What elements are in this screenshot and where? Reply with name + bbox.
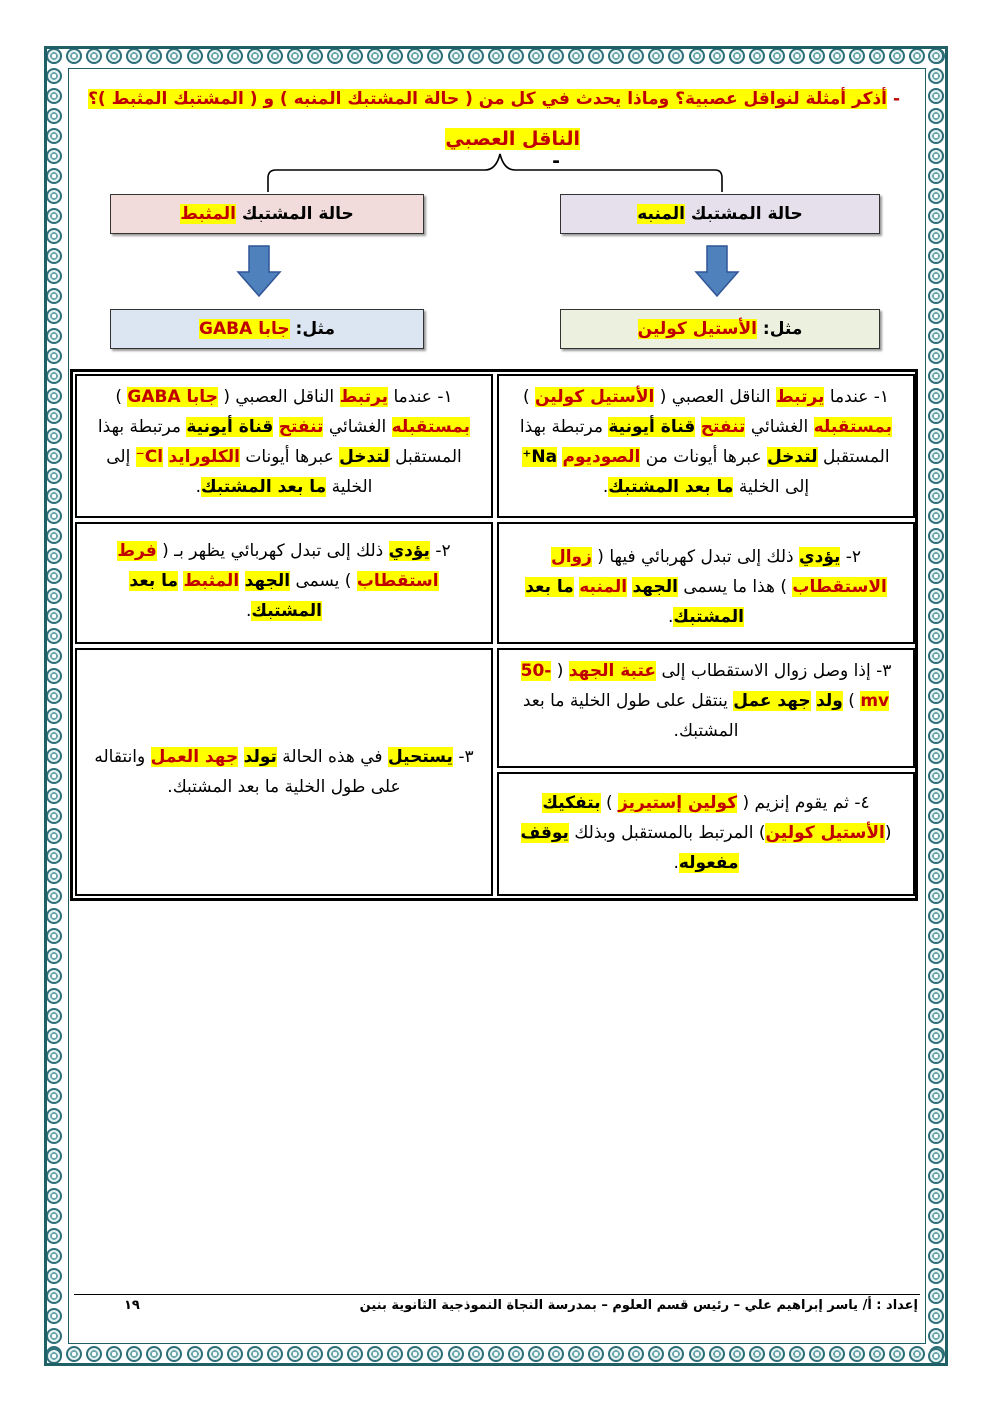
excitatory-step-1	[497, 374, 915, 518]
cell-text-run: )	[115, 387, 128, 407]
highlighted-term: ما بعد المشتبك	[201, 477, 327, 497]
inhibitory-title-highlight: المثبط	[180, 204, 236, 224]
highlighted-term: ما بعد المشتبك	[608, 477, 734, 497]
question-dash: -	[892, 89, 900, 109]
highlighted-term: Na⁺	[522, 447, 558, 467]
cell-text-run: )	[522, 387, 535, 407]
highlighted-term: المنبه	[579, 577, 628, 597]
inhibitory-example-label: مثل:	[295, 319, 335, 339]
highlighted-term: الجهد	[244, 571, 291, 591]
cell-text-run	[695, 417, 700, 437]
highlighted-term: الجهد	[632, 577, 678, 597]
cell-text-run: ٢-	[840, 547, 862, 567]
cell-text-run: )	[600, 793, 619, 813]
highlighted-term: يرتبط	[775, 387, 825, 407]
cell-text	[511, 542, 901, 632]
cell-text-run: ٢-	[429, 541, 451, 561]
inhibitory-step-2	[75, 522, 493, 644]
highlighted-term: بمستقبله	[813, 417, 893, 437]
highlighted-term: المثبط	[183, 571, 240, 591]
excitatory-example-box	[560, 309, 880, 349]
excitatory-example-value: الأستيل كولين	[637, 319, 757, 339]
cell-text-run: الغشائي	[323, 417, 392, 437]
cell-text-run: ذلك إلى تبدل كهربائي فيها (	[591, 547, 800, 567]
inhibitory-down-arrow	[234, 244, 284, 298]
cell-text-run: ) المرتبط بالمستقبل وبذلك	[568, 823, 766, 843]
highlighted-term: يستحيل	[387, 747, 453, 767]
cell-text-run: ينتقل على طول الخلية ما بعد المشتبك.	[522, 691, 739, 741]
inhibitory-step-3	[75, 648, 493, 896]
cell-text-run: مرتبطة بهذا المستقبل	[97, 417, 462, 467]
excitatory-step-4	[497, 772, 915, 896]
inhibitory-title-box	[110, 194, 424, 234]
cell-text-run: عبرها أيونات	[239, 447, 340, 467]
highlighted-term: ما بعد المشتبك	[525, 577, 745, 627]
cell-text-run: مرتبطة بهذا المستقبل	[519, 417, 890, 467]
highlighted-term: -50 mv	[520, 661, 890, 711]
highlighted-term: Cl⁻	[135, 447, 164, 467]
highlighted-term: الأستيل كولين	[535, 387, 655, 407]
cell-text	[89, 536, 479, 626]
cell-text-run	[273, 417, 278, 437]
highlighted-term: بمستقبله	[391, 417, 471, 437]
comparison-table	[70, 369, 918, 901]
excitatory-title-box	[560, 194, 880, 234]
cell-text-run: إلى الخلية	[733, 477, 810, 497]
excitatory-down-arrow	[692, 244, 742, 298]
cell-text-run: ٣-	[452, 747, 474, 767]
cell-text-run: الناقل العصبي (	[654, 387, 776, 407]
highlighted-term: يؤدي	[799, 547, 841, 567]
inhibitory-step-1	[75, 374, 493, 518]
highlighted-term: يوقف مفعوله	[520, 823, 739, 873]
excitatory-title-highlight: المنبه	[637, 204, 685, 224]
highlighted-term: قناة أيونية	[608, 417, 696, 437]
page-number: ١٩	[124, 1298, 140, 1313]
highlighted-term: تنفتح	[278, 417, 324, 437]
highlighted-term: زوال الاستقطاب	[550, 547, 887, 597]
highlighted-term: الكلورايد	[168, 447, 240, 467]
transmitter-label: الناقل العصبي	[445, 128, 580, 150]
cell-text-run: في هذه الحالة	[276, 747, 388, 767]
highlighted-term: جهد عمل	[733, 691, 811, 711]
excitatory-step-2	[497, 522, 915, 644]
cell-text-run: ١- عندما	[388, 387, 453, 407]
highlighted-term: عتبة الجهد	[568, 661, 657, 681]
cell-text-run: .	[673, 853, 679, 873]
highlighted-term: لتدخل	[339, 447, 390, 467]
cell-text-run: .	[602, 477, 609, 497]
cell-text	[89, 382, 479, 502]
highlighted-term: ولد	[816, 691, 843, 711]
excitatory-step-3	[497, 648, 915, 768]
highlighted-term: جهد العمل	[150, 747, 239, 767]
cell-text	[511, 656, 901, 746]
cell-text-run	[239, 571, 244, 591]
highlighted-term: يؤدي	[388, 541, 430, 561]
highlighted-term: جابا GABA	[127, 387, 218, 407]
cell-text-run: إلى الخلية	[106, 447, 373, 497]
highlighted-term: يرتبط	[339, 387, 389, 407]
cell-text	[511, 788, 901, 878]
cell-text-run: وانتقاله على طول الخلية ما بعد المشتبك.	[94, 747, 401, 797]
cell-text-run: (	[884, 823, 892, 843]
cell-text-run: ) هذا ما يسمى	[677, 577, 793, 597]
cell-text-run: (	[551, 661, 569, 681]
cell-text-run: عبرها أيونات من	[640, 447, 767, 467]
highlighted-term: لتدخل	[766, 447, 818, 467]
cell-text-run: ) يسمى	[290, 571, 357, 591]
cell-text-run: )	[842, 691, 861, 711]
question-text: أذكر أمثلة لنواقل عصبية؟ وماذا يحدث في كل من ( حالة المشتبك المنبه ) و ( المشتبك المثبط )؟	[88, 89, 888, 109]
excitatory-example-label: مثل:	[762, 319, 803, 339]
transmitter-dash: -	[552, 150, 560, 172]
cell-text	[511, 382, 901, 502]
footer-credit: إعداد : أ/ ياسر إبراهيم علي – رئيس قسم العلوم – بمدرسة النجاة النموذجية الثانوية بنين	[359, 1298, 918, 1313]
highlighted-term: الأستيل كولين	[765, 823, 885, 843]
brace-connector	[260, 150, 740, 196]
cell-text-run: ذلك إلى تبدل كهربائي يظهر بـ (	[156, 541, 389, 561]
excitatory-title-text: حالة المشتبك	[690, 204, 803, 224]
highlighted-term: كولين إستيريز	[618, 793, 738, 813]
inhibitory-title-text: حالة المشتبك	[241, 204, 354, 224]
page-footer	[74, 1294, 920, 1313]
highlighted-term: الصوديوم	[562, 447, 641, 467]
cell-text-run: الناقل العصبي (	[217, 387, 340, 407]
cell-text	[89, 742, 479, 802]
highlighted-term: بتفكيك	[542, 793, 601, 813]
cell-text-run: ٤- ثم يقوم إنزيم (	[737, 793, 870, 813]
highlighted-term: ما بعد المشتبك	[129, 571, 323, 621]
highlighted-term: فرط استقطاب	[117, 541, 439, 591]
inhibitory-example-value: جابا GABA	[199, 319, 290, 339]
inhibitory-example-box	[110, 309, 424, 349]
cell-text-run: .	[195, 477, 202, 497]
highlighted-term: قناة أيونية	[186, 417, 274, 437]
question-heading	[80, 86, 900, 112]
highlighted-term: تولد	[243, 747, 277, 767]
cell-text-run	[238, 747, 243, 767]
cell-text-run: ١- عندما	[824, 387, 890, 407]
cell-text-run: الغشائي	[745, 417, 814, 437]
cell-text-run: .	[245, 601, 252, 621]
highlighted-term: تنفتح	[700, 417, 746, 437]
cell-text-run: .	[667, 607, 674, 627]
cell-text-run: ٣- إذا وصل زوال الاستقطاب إلى	[656, 661, 892, 681]
